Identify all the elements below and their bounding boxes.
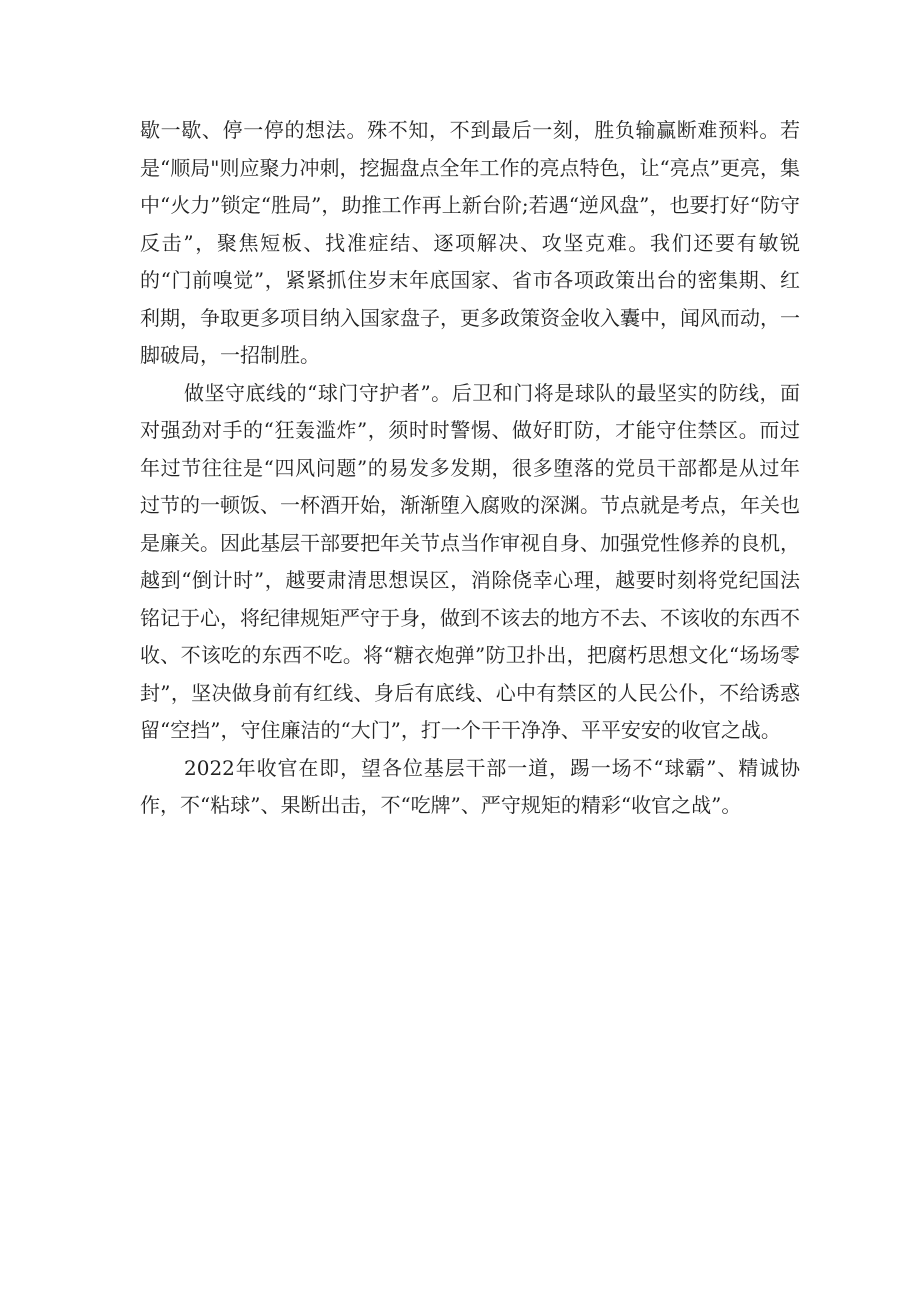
paragraph-conclusion: 2022年收官在即，望各位基层干部一道，踢一场不“球霸”、精诚协作，不“粘球”、果断出击，不“吃牌”、严守规矩的精彩“收官之战”。 xyxy=(140,755,800,817)
document-body xyxy=(140,112,800,825)
paragraph-continuation: 歇一歇、停一停的想法。殊不知，不到最后一刻，胜负输赢断难预料。若是“顺局"则应聚力冲刺，挖掘盘点全年工作的亮点特色，让“亮点”更亮，集中“火力”锁定“胜局”，助推工作再上新台阶;若遇“逆风盘”，也要打好“防守反击”，聚焦短板、找准症结、逐项解决、攻坚克难。我们还要有敏锐的“门前嗅觉”，紧紧抓住岁末年底国家、省市各项政策出台的密集期、红利期，争取更多项目纳入国家盘子，更多政策资金收入囊中，闻风而动，一脚破局，一招制胜。 xyxy=(140,118,800,367)
paragraph-goal-defense: 做坚守底线的“球门守护者”。后卫和门将是球队的最坚实的防线，面对强劲对手的“狂轰滥炸”，须时时警惕、做好盯防，才能守住禁区。而过年过节往往是“四风问题”的易发多发期，很多堕落的党员干部都是从过年过节的一顿饭、一杯酒开始，渐渐堕入腐败的深渊。节点就是考点，年关也是廉关。因此基层干部要把年关节点当作审视自身、加强党性修养的良机，越到“倒计时”，越要肃清思想误区，消除侥幸心理，越要时刻将党纪国法铭记于心，将纪律规矩严守于身，做到不该去的地方不去、不该收的东西不收、不该吃的东西不吃。将“糖衣炮弹”防卫扑出，把腐朽思想文化“场场零封”，坚决做身前有红线、身后有底线、心中有禁区的人民公仆，不给诱惑留“空挡”，守住廉洁的“大门”，打一个干干净净、平平安安的收官之战。 xyxy=(140,380,800,742)
